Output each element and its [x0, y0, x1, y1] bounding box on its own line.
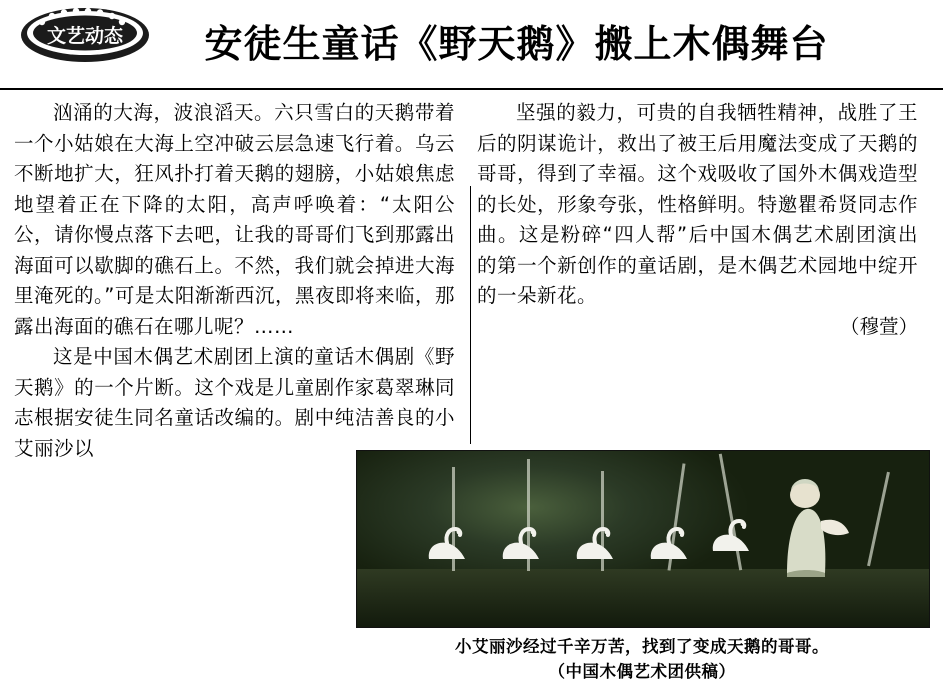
column-divider — [470, 186, 471, 444]
article-header — [0, 0, 943, 90]
swan-puppet — [573, 525, 619, 565]
girl-puppet — [765, 477, 851, 581]
swan-puppet — [425, 525, 471, 565]
page-title: 安徒生童话《野天鹅》搬上木偶舞台 — [204, 22, 829, 67]
article-signature: （穆萱） — [839, 314, 918, 338]
photo-block — [356, 450, 928, 684]
photo-caption: 小艾丽沙经过千辛万苦，找到了变成天鹅的哥哥。 — [455, 637, 829, 656]
swan-puppet — [709, 517, 755, 557]
photo-credit: （中国木偶艺术团供稿） — [548, 662, 736, 681]
section-badge-icon — [18, 4, 152, 66]
paragraph: 坚强的毅力，可贵的自我牺牲精神，战胜了王后的阴谋诡计，救出了被王后用魔法变成了天鹅的哥哥，得到了幸福。这个戏吸收了国外木偶戏造型的长处，形象夸张，性格鲜明。特邀瞿希贤同志作曲。这是粉碎“四人帮”后中国木偶艺术剧团演出的第一个新创作的童话剧，是木偶艺术园地中绽开的一朵新花。 — [477, 101, 918, 307]
paragraph: 汹涌的大海，波浪滔天。六只雪白的天鹅带着一个小姑娘在大海上空冲破云层急速飞行着。乌云不断地扩大，狂风扑打着天鹅的翅膀，小姑娘焦虑地望着正在下降的太阳，高声呼唤着：“太阳公公，请你慢点落下去吧，让我的哥哥们飞到那露出海面可以歇脚的礁石上。不然，我们就会掉进大海里淹死的。”可是太阳渐渐西沉，黑夜即将来临，那露出海面的礁石在哪儿呢？…… — [14, 101, 455, 338]
article-body — [0, 90, 943, 681]
swan-puppet — [499, 525, 545, 565]
svg-text:文艺动态: 文艺动态 — [46, 25, 124, 47]
swan-puppet — [647, 525, 693, 565]
stage-photo — [356, 450, 930, 628]
paragraph: 这是中国木偶艺术剧团上演的童话木偶剧《野天鹅》的一个片断。这个戏是儿童剧作家葛翠琳同志根据安徒生同名童话改编的。剧中纯洁善良的小艾丽沙以 — [14, 345, 455, 460]
